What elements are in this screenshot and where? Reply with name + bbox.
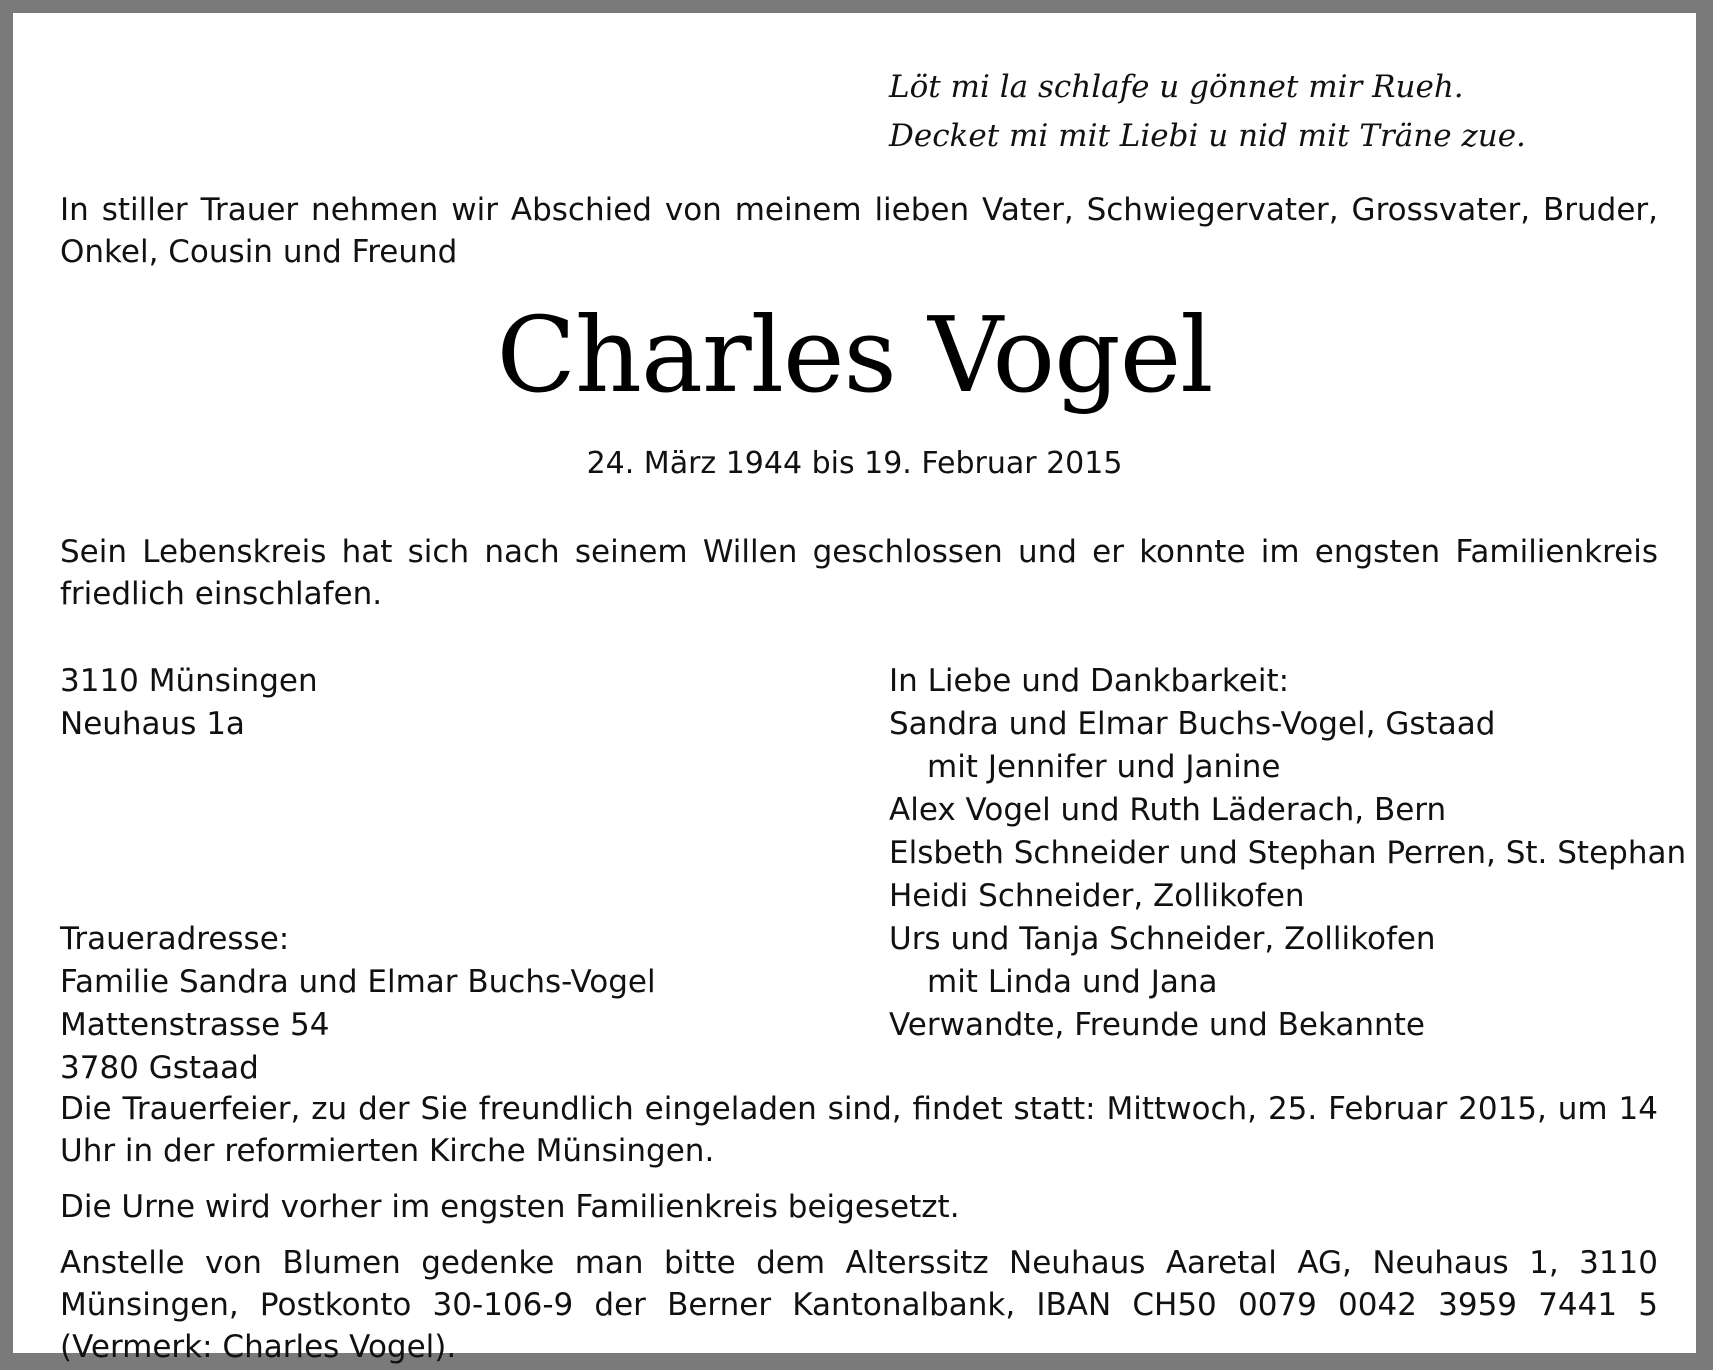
address-column [60, 660, 656, 1090]
motto-line-1: Löt mi la schlafe u gönnet mir Rueh. [889, 69, 1464, 105]
life-dates: 24. März 1944 bis 19. Februar 2015 [586, 446, 1123, 481]
obituary-card [13, 13, 1696, 1365]
mourning-address-line-2: Mattenstrasse 54 [60, 1007, 330, 1043]
mourning-address-line-3: 3780 Gstaad [60, 1050, 259, 1086]
donation-info: Anstelle von Blumen gedenke man bitte dem Alterssitz Neuhaus Aaretal AG, Neuhaus 1, 3110 Münsingen, Postkonto 30-106-9 der Berner Kantonalbank, IBAN CH50 0079 0042 3959 7441 5 (Vermerk: Charles Vogel). [60, 1245, 1658, 1365]
motto-line-2: Decket mi mit Liebi u nid mit Träne zue. [889, 118, 1526, 154]
address-line-1: 3110 Münsingen [60, 663, 318, 699]
mourners-label: In Liebe und Dankbarkeit: [889, 663, 1290, 699]
urn-info: Die Urne wird vorher im engsten Familienkreis beigesetzt. [60, 1189, 960, 1225]
mourners-column [889, 660, 1686, 1047]
motto-verse [889, 63, 1526, 161]
mourner-line: Elsbeth Schneider und Stephan Perren, St. Stephan [889, 835, 1687, 871]
mourner-line: mit Jennifer und Janine [927, 749, 1281, 785]
spacer [60, 746, 656, 918]
mourner-line: Urs und Tanja Schneider, Zollikofen [889, 921, 1436, 957]
life-statement: Sein Lebenskreis hat sich nach seinem Willen geschlossen und er konnte im engsten Familienkreis friedlich einschlafen. [60, 534, 1658, 612]
mourner-line: Verwandte, Freunde und Bekannte [889, 1007, 1425, 1043]
mourning-address-line-1: Familie Sandra und Elmar Buchs-Vogel [60, 964, 656, 1000]
deceased-name: Charles Vogel [496, 294, 1213, 416]
intro-text: In stiller Trauer nehmen wir Abschied von meinem lieben Vater, Schwiegervater, Grossvater, Bruder, Onkel, Cousin und Freund [60, 192, 1658, 270]
mourning-address-label: Traueradresse: [60, 921, 290, 957]
mourner-line: mit Linda und Jana [927, 964, 1218, 1000]
mourner-line: Alex Vogel und Ruth Läderach, Bern [889, 792, 1447, 828]
mourner-line: Heidi Schneider, Zollikofen [889, 878, 1305, 914]
address-line-2: Neuhaus 1a [60, 706, 245, 742]
service-info: Die Trauerfeier, zu der Sie freundlich eingeladen sind, findet statt: Mittwoch, 25. Februar 2015, um 14 Uhr in der reformierten Kirche Münsingen. [60, 1091, 1658, 1169]
mourner-line: Sandra und Elmar Buchs-Vogel, Gstaad [889, 706, 1496, 742]
